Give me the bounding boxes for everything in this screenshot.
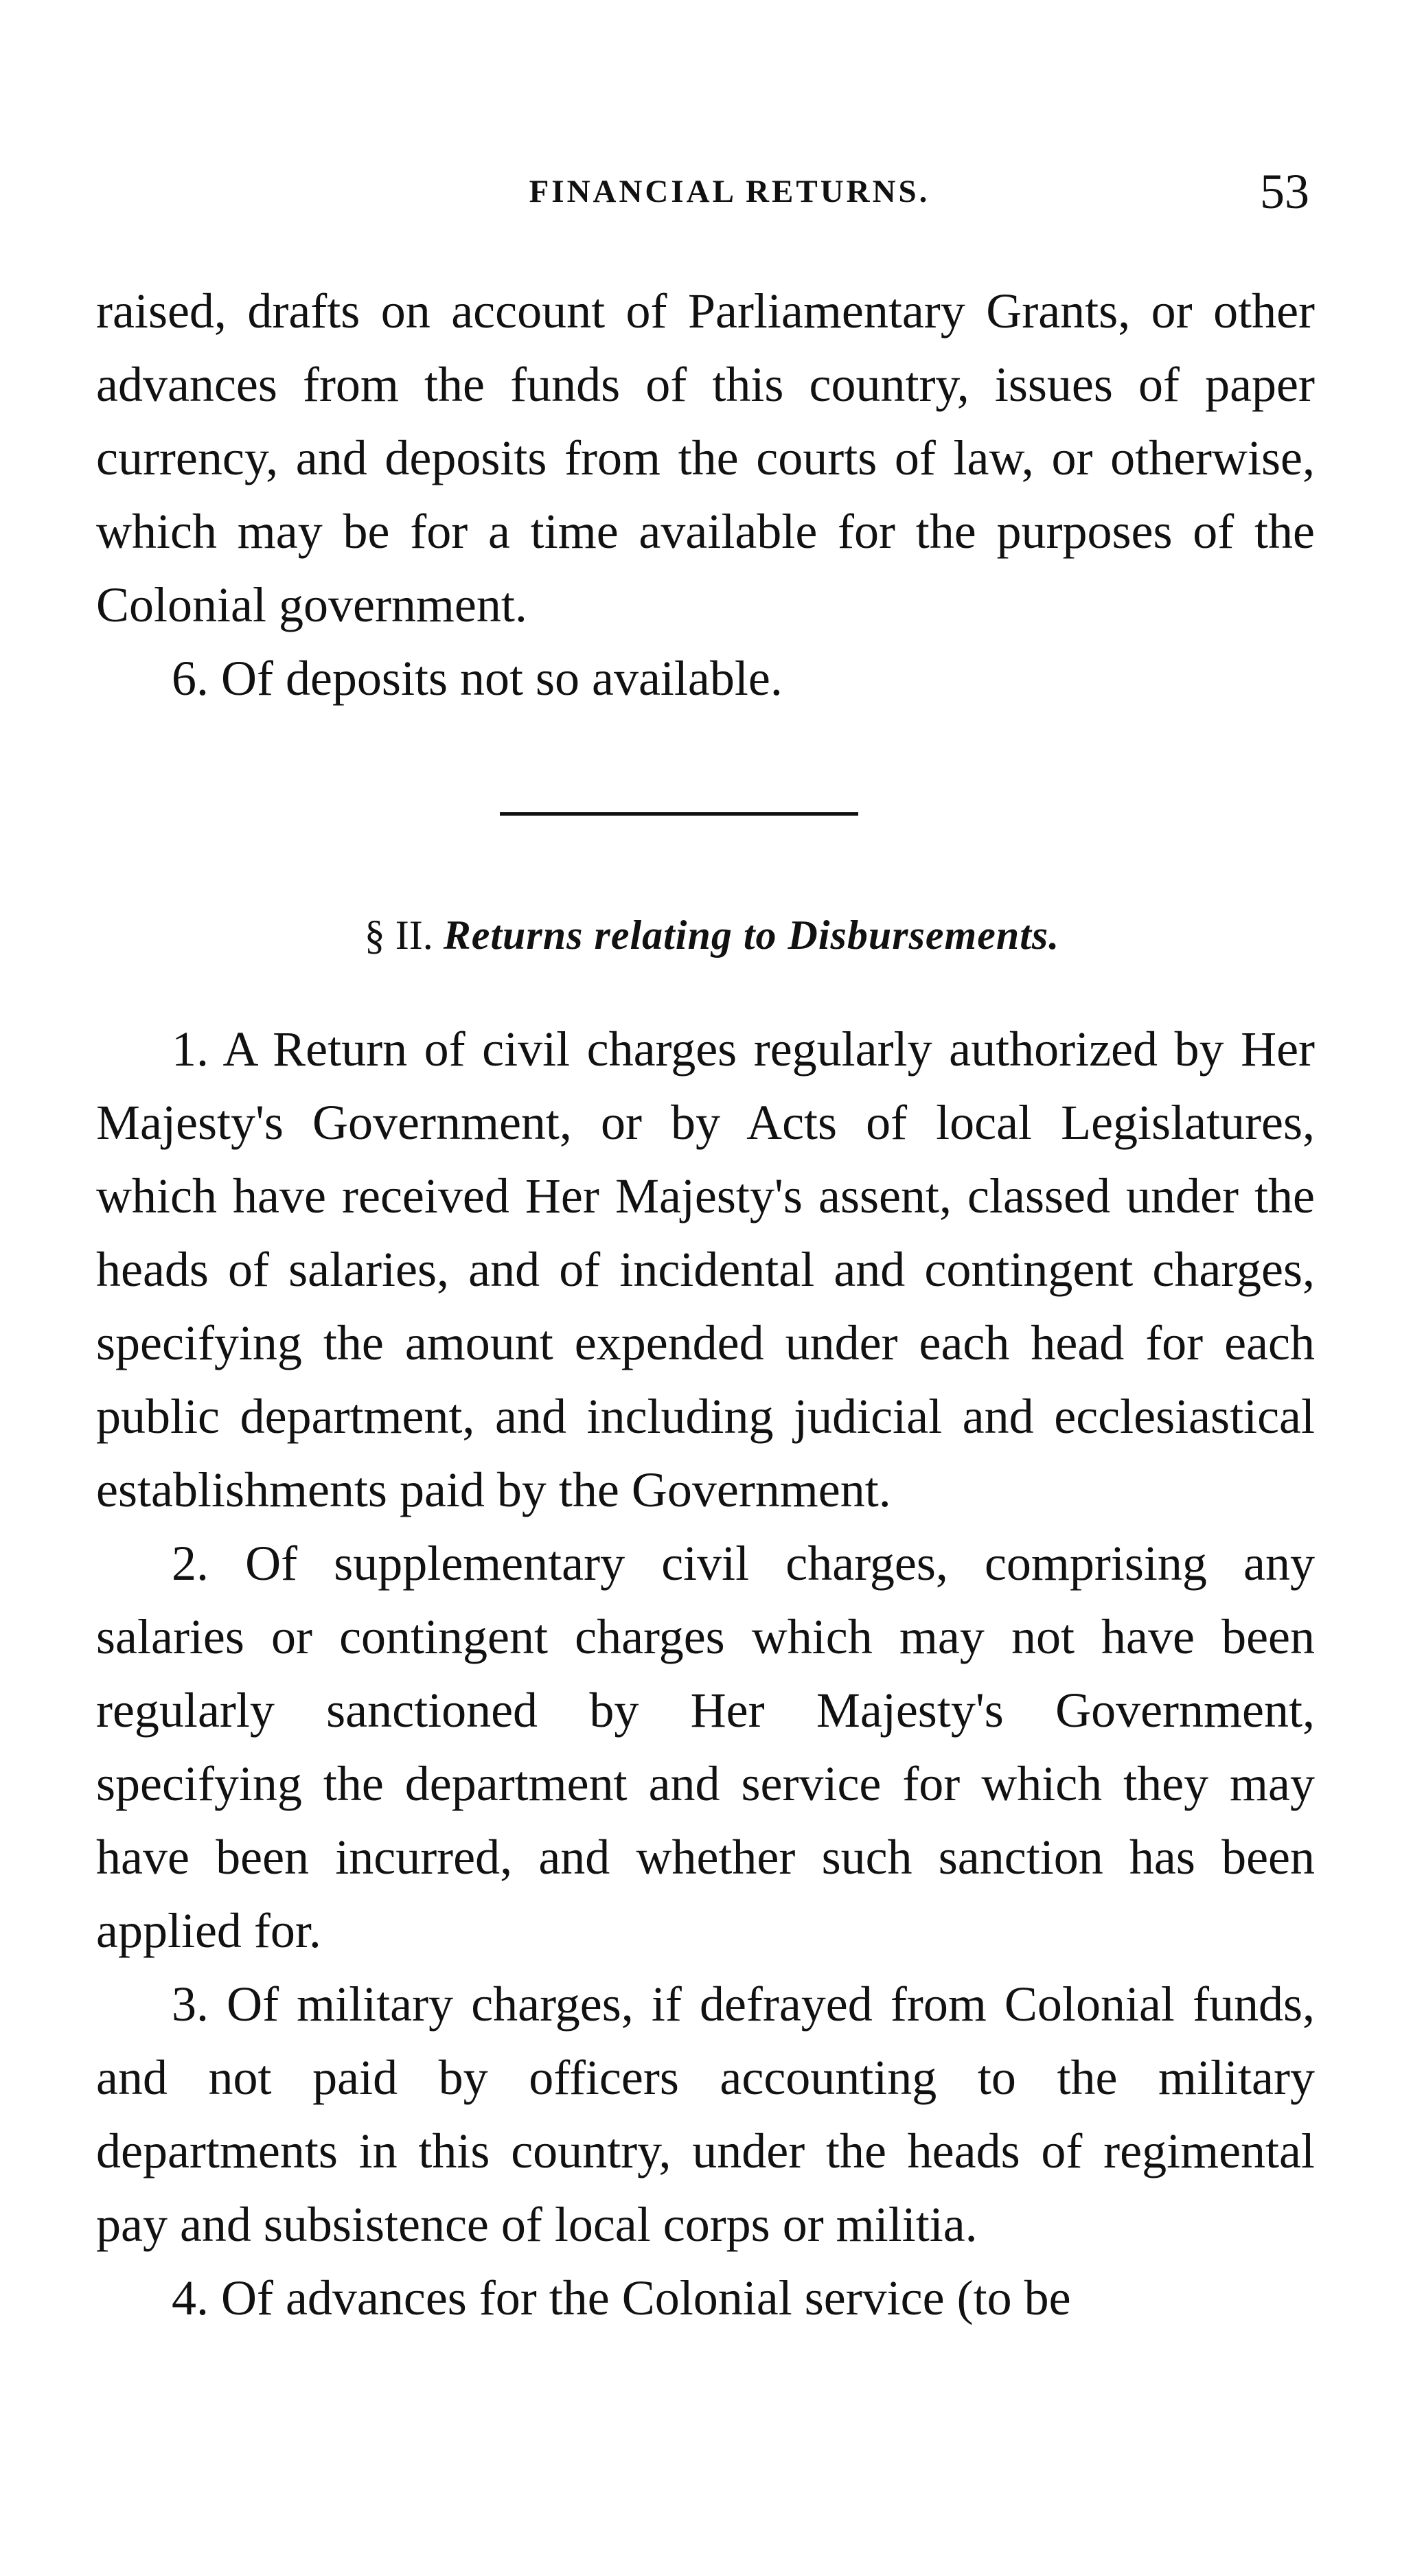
list-item: 3. Of military charges, if defrayed from Colonial funds, and not paid by officers accounting to the military departments in this country, under the heads of regimental pay and subsistence of local corps or militia. <box>96 1977 1315 2252</box>
list-item: 2. Of supplementary civil charges, comprising any salaries or contingent charges which may not have been regularly sanctioned by Her Majesty's Government, specifying the department and service for which they may have been incurred, and whether such sanction has been applied for. <box>96 1536 1315 1958</box>
list-item-6: 6. Of deposits not so available. <box>172 651 783 706</box>
section-divider-rule <box>500 812 858 816</box>
running-title: FINANCIAL RETURNS. <box>529 174 930 209</box>
section-mark: § II. <box>364 912 433 958</box>
page-number: 53 <box>1260 164 1309 219</box>
continued-paragraph: raised, drafts on account of Parliamentary Grants, or other advances from the funds of this country, issues of paper currency, and deposits from the courts of law, or otherwise, which may be for a time available for the purposes of the Colonial government. <box>96 284 1315 632</box>
running-head <box>96 163 1315 225</box>
section-heading <box>0 908 1424 963</box>
continued-text-block <box>96 275 1315 715</box>
list-item: 1. A Return of civil charges regularly authorized by Her Majesty's Government, or by Acts of local Legislatures, which have received Her Majesty's assent, classed under the heads of salaries, and of incidental and contingent charges, specifying the amount expended under each head for each public department, and including judicial and ecclesiastical establishments paid by the Government. <box>96 1022 1315 1517</box>
section-body <box>96 1013 1315 2335</box>
list-item: 4. Of advances for the Colonial service (to be <box>172 2270 1071 2325</box>
section-title: Returns relating to Disbursements. <box>443 912 1060 958</box>
